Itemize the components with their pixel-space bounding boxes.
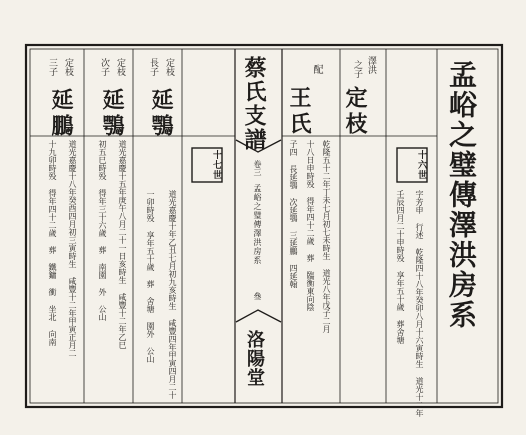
book-header: 蔡氏支譜 — [241, 56, 267, 152]
gen-badge-right: 十六世 — [416, 150, 426, 180]
father-label-1: 定枝 — [164, 58, 174, 76]
lineage-title: 孟峪之璧傳澤洪房系 — [445, 60, 478, 330]
person-name-3: 延鵬 — [48, 88, 74, 140]
person-name-1: 延鶚 — [148, 88, 174, 140]
gen-badge-left: 十七世 — [211, 150, 221, 180]
record-3-line-1: 道光嘉慶十八年癸酉四月初三寅時生 咸豐十二年甲寅正月二 — [68, 140, 77, 357]
father-label-3: 定枝 — [63, 58, 73, 76]
father-label-2: 定枝 — [115, 58, 125, 76]
children-record: 子四 長延鶚 次延鶚 三延鵬 四延翰 — [289, 140, 298, 288]
ancestry-father: 澤洪 — [366, 56, 376, 74]
birth-record-line-2: 壬辰四月二十申時殁 享年五十歲 葬舍塘 — [396, 190, 405, 344]
ancestry-son: 之子 — [352, 60, 362, 78]
relation-label-1: 長子 — [148, 58, 158, 76]
record-2-line-1: 道光嘉慶十五年庚午八月二十一日亥時生 咸豐十二年乙巳 — [118, 140, 127, 349]
relation-label-2: 次子 — [99, 58, 109, 76]
hall-footer: 洛陽堂 — [244, 330, 265, 387]
fishtail-bottom — [236, 310, 281, 322]
birth-record-line-1: 字芳申 行述 乾隆四十八年癸卯八月十六寅時生 道光十二年 — [415, 190, 424, 417]
volume-label: 卷三 — [253, 160, 262, 176]
spouse-record-line-1: 乾隆五十二年丁未七月初七未時生 道光八年戊子二月 — [322, 140, 331, 333]
person-name-2: 延鶚 — [99, 88, 125, 140]
spouse-mark: 配 — [311, 64, 322, 74]
relation-label-3: 三子 — [47, 58, 57, 76]
section-label: 孟峪之璧傳澤洪房系 — [253, 184, 262, 265]
record-1-line-1: 道光嘉慶十年乙丑七月初九亥時生 咸豐四年甲寅四月二十 — [168, 190, 177, 399]
spouse-name: 王氏 — [286, 86, 312, 138]
page-number: 叄 — [253, 292, 262, 300]
record-1-line-2: 一卯時殁 享年五十歲 葬 舍塘 園外 公山 — [146, 190, 155, 363]
person-name-dingzhi: 定枝 — [342, 86, 368, 138]
record-2-line-2: 初五巳時殁 得年三十六歲 葬 南園 外 公山 — [98, 140, 107, 321]
spouse-record-line-2: 十八日申時殁 得年四十二歲 葬 臨衡東向陰 — [306, 140, 315, 311]
record-3-line-2: 十九卯時殁 得年四十二歲 葬 鐵鏞 衝 坐北 向南 — [48, 140, 57, 346]
